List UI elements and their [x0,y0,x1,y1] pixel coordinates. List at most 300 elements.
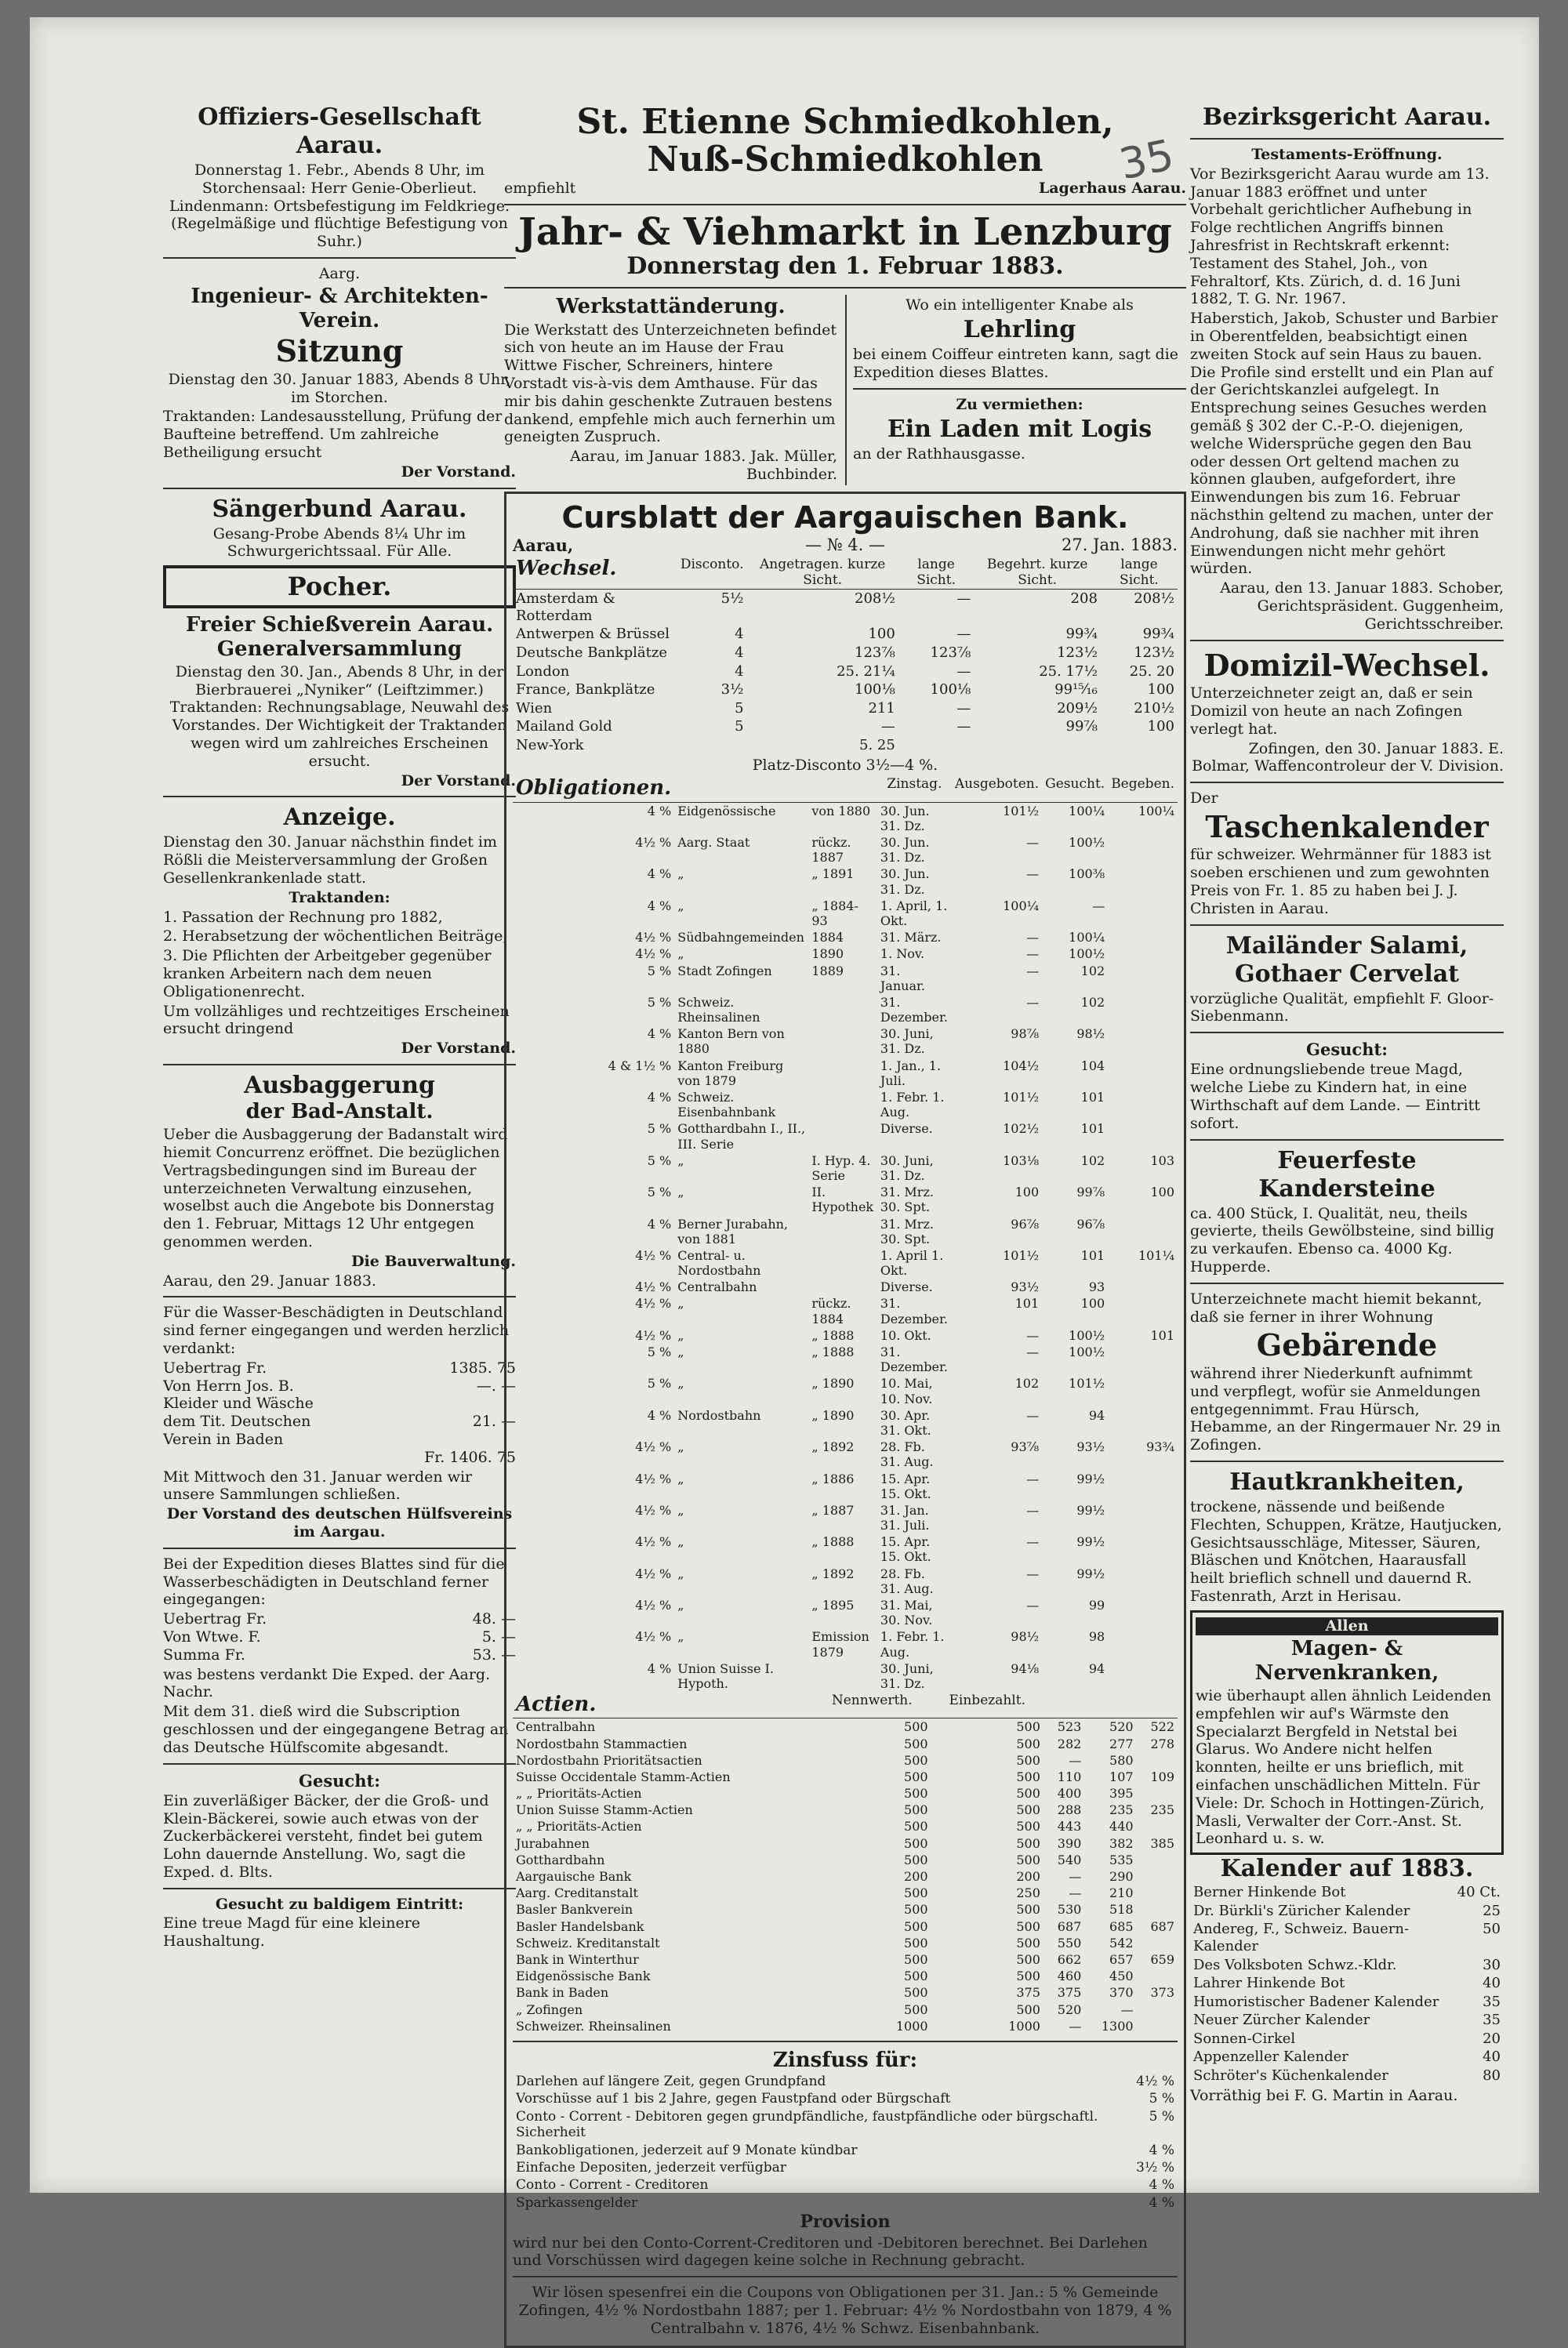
table-cell: 40 Ct. [1457,1884,1501,1901]
table-cell: 373 [1150,1985,1174,2001]
table-cell: 500 [1016,1852,1040,1867]
table-cell: 101½ [1003,803,1040,818]
table-cell: — [1069,2018,1082,2034]
table-cell: 4½ % [635,1327,672,1343]
table-cell [1108,898,1178,929]
table-cell: 4½ % [635,1471,672,1486]
table-cell: Antwerpen & Brüssel [516,626,670,643]
table-row [513,1120,1178,1152]
table-cell: 123⅞ [855,644,895,662]
table-cell: 1. Nov. [880,946,925,962]
column-header [1137,1692,1178,1718]
table-cell: 522 [1150,1719,1174,1735]
table-cell: 375 [1016,1985,1040,2001]
table-cell [808,1279,877,1295]
table-cell [1108,1660,1178,1692]
table-cell: 99¹⁵⁄₁₆ [1054,681,1098,699]
table-cell: 4 % [647,866,672,882]
table-cell: 30. Juni, 31. Dz. [880,1152,934,1183]
table-cell: 277 [1109,1736,1134,1751]
haberstich-text: Haberstich, Jakob, Schuster und Barbier in Oberentfelden, beabsichtigt einen zweiten Stock auf sein Haus zu bauen. Die Profile sind erstellt und ein Plan auf der Gerichtskanzlei aufgelegt. In Entsprechung seines Gesuches werden gemäß § 302 der C.-P.-O. diejenigen, welche Widersprüche gegen den Bau oder dessen Ort geltend machen zu können glauben, aufgefordert, ihre Einwendungen bis zum 16. Februar nächsthin geltend zu machen, unter der Androhung, daß sie nachher mit ihren Einwendungen nicht mehr gehört würden. [1190,310,1498,578]
table-cell: Schröter's Küchenkalender [1193,2067,1388,2085]
table-row [513,2108,1178,2142]
table-cell: Gotthardbahn [516,1852,605,1867]
table-cell: Humoristischer Badener Kalender [1193,1993,1439,2010]
table-cell: 500 [1016,1918,1040,1934]
table-cell [1108,1471,1178,1502]
list-item: dem Tit. Deutschen Verein in Baden 21. — [163,1413,516,1448]
table-row [513,834,1178,866]
table-cell [1108,945,1178,962]
table-cell: 5. 25 [859,737,895,754]
gebaerende-pre: Unterzeichnete macht hiemit bekannt, daß sie ferner in ihrer Wohnung [1190,1290,1483,1326]
table-row [1190,1993,1504,2012]
table-cell: 211 [868,699,895,717]
table-cell: 4 [735,644,744,662]
table-cell: 110 [1057,1769,1082,1784]
table-cell: — [1069,1885,1082,1901]
markt-date: Donnerstag den 1. Februar 1883. [626,252,1064,281]
laden-text: an der Rathhausgasse. [853,445,1025,463]
handwritten-page-number: 35 [1115,129,1178,190]
table-cell: Südbahngemeinden [677,930,804,945]
cursblatt-number: — № 4. — [805,535,885,555]
table-cell: 123½ [1057,644,1098,662]
table-cell: 4 % [1149,2142,1174,2158]
divider [504,204,1186,205]
table-cell: 685 [1109,1918,1134,1934]
table-cell: Diverse. [880,1121,933,1137]
table-cell: 100½ [1069,946,1105,962]
table-cell [1137,1935,1178,1951]
table-cell: 500 [1016,1951,1040,1967]
table-cell: 4½ % [635,1247,672,1263]
table-cell: 5 % [647,1345,672,1359]
table-cell [1108,994,1178,1025]
anzeige-item: 3. Die Pflichten der Arbeitgeber gegenüber kranken Arbeitern nach dem neuen Obligationenrecht. [163,947,492,1000]
gesucht-text: Eine ordnungsliebende treue Magd, welche Liebe zu Kindern hat, in eine Wirthschaft auf dem Lande. — Eintritt sofort. [1190,1061,1480,1132]
table-cell: 102 [1080,1152,1105,1168]
table-cell: 500 [904,1752,928,1768]
table-cell: 500 [904,1885,928,1901]
table-cell: 4 % [647,898,672,913]
provision-text: wird nur bei den Conto-Corrent-Creditoren und -Debitoren berechnet. Bei Darlehen und Vorschüssen wird dagegen keine solche in Rechnung gebracht. [513,2234,1148,2270]
table-cell: 4½ % [635,1566,672,1581]
table-cell: 99⅞ [1076,1185,1105,1200]
table-cell: 15. Apr. 15. Okt. [880,1471,931,1501]
table-row [1190,1883,1504,1902]
column-header: Begeben. [1108,775,1178,802]
gesucht2-title: Gesucht zu baldigem Eintritt: [215,1895,464,1913]
werkstatt-title: Werkstattänderung. [556,295,786,319]
table-row [513,2001,1178,2018]
table-cell: Conto - Corrent - Debitoren gegen grundpfändliche, faustpfändliche oder bürgschaftl. Sicherheit [516,2108,1098,2141]
table-cell: „ [677,866,684,882]
table-cell: 390 [1057,1835,1082,1851]
column-header: Begehrt. kurze Sicht. [974,556,1101,590]
table-cell: 3½ % [1136,2160,1174,2176]
table-row [513,1216,1178,1247]
table-row [513,1439,1178,1470]
table-row [513,1597,1178,1628]
table-cell: 210½ [1134,699,1174,717]
gesucht-title: Gesucht: [1306,1040,1388,1060]
table-cell: Gotthardbahn I., II., III. Serie [677,1121,806,1152]
divider [163,488,516,489]
table-row [513,1984,1178,2001]
table-cell: „ 1890 [811,1407,855,1423]
table-cell [808,994,877,1025]
table-cell: 500 [1016,1835,1040,1851]
kohlen-title-1: St. Etienne Schmiedkohlen, [576,102,1114,142]
table-row [513,2073,1178,2090]
table-cell: „ [677,1534,684,1550]
taschenkalender-pre: Der [1190,789,1218,807]
table-row [513,1375,1178,1406]
table-cell: 100½ [1069,1345,1105,1359]
table-cell: 101 [1080,1090,1105,1105]
divider [513,2276,1178,2277]
table-cell: 5 [735,718,744,735]
table-cell: — [956,626,971,643]
table-cell [1108,1120,1178,1152]
table-cell: 209½ [1057,699,1098,717]
table-cell [1137,2001,1178,2018]
table-cell: Berner Jurabahn, von 1881 [677,1216,789,1247]
testament-text: Vor Bezirksgericht Aarau wurde am 13. Januar 1883 eröffnet und unter Vorbehalt gerichtlicher Aufhebung in Folge rechtlichen Angriffs binnen Jahresfrist in Rechtskraft erkennt: Testament des Stahel, Joh., von Fehraltorf, Kts. Zürich, d. d. 16 Juni 1882, T. G. Nr. 1967. [1190,165,1490,308]
anzeige-item: 1. Passation der Rechnung pro 1882, [163,908,443,926]
table-cell: 94 [1088,1660,1105,1676]
table-cell: 4½ % [635,1439,672,1455]
table-cell: Basler Bankverein [516,1902,633,1918]
table-cell: 542 [1109,1935,1134,1951]
table-cell: 500 [904,1769,928,1784]
table-row [513,1628,1178,1660]
bezirksgericht-sig: Aarau, den 13. Januar 1883. Schober, Gerichtspräsident. Guggenheim, Gerichtsschreiber. [1220,579,1504,633]
column-header [674,775,808,802]
table-cell: 4 % [647,1407,672,1423]
column-header: Nennwerth. [813,1692,931,1718]
table-cell: 235 [1150,1802,1174,1818]
table-cell: „ Zofingen [516,2001,583,2017]
table-row [513,625,1178,644]
divider [504,287,1186,289]
table-row [513,1660,1178,1692]
table-cell: — [1026,994,1040,1010]
table-cell: 31. Jan. 31. Juli. [880,1502,930,1533]
right-column [1190,103,1504,2106]
table-cell: Eidgenössische [677,803,776,818]
table-cell: „ [677,1439,684,1455]
table-cell [1108,1089,1178,1120]
table-cell [1137,1885,1178,1901]
divider [1190,138,1504,140]
table-cell: 31. Mai, 30. Nov. [880,1598,933,1628]
table-cell: 40 [1483,1975,1501,1992]
divider [1190,1032,1504,1033]
subscription-text: Mit dem 31. dieß wird die Subscription geschlossen und der eingegangene Betrag an das Deutsche Hülfscomite abgesandt. [163,1703,509,1756]
sitzung-title: Sitzung [275,333,404,369]
table-cell: 28. Fb. 31. Aug. [880,1439,934,1470]
table-cell: 30. Jun. 31. Dz. [880,803,930,833]
table-row [513,945,1178,962]
table-row [1190,1974,1504,1993]
table-cell: 687 [1057,1918,1082,1934]
table-row [513,1025,1178,1057]
table-cell: Centralbahn [516,1719,596,1735]
table-cell: 101 [1080,1121,1105,1137]
table-cell: Jurabahnen [516,1835,590,1851]
table-cell: 4½ % [635,1502,672,1518]
table-cell: 500 [1016,1736,1040,1751]
table-row [513,963,1178,994]
table-cell: London [516,662,570,680]
table-cell: 101½ [1069,1376,1105,1392]
provision-title: Provision [800,2212,891,2233]
magen-ad [1190,1610,1504,1855]
table-cell: 500 [1016,1819,1040,1834]
divider [1190,782,1504,783]
table-cell: 101 [1014,1296,1040,1312]
table-cell: 93½ [1011,1279,1040,1295]
generalversammlung-text: Dienstag den 30. Jan., Abends 8 Uhr, in der Bierbrauerei „Nyniker“ (Leiftzimmer.) Traktanden: Rechnungsablage, Neuwahl des Vorstandes. Der Wichtigkeit der Traktanden wegen wird um zahlreiches Erscheinen ersucht. [169,662,510,770]
table-cell: 30. Jun. 31. Dz. [880,835,930,866]
table-cell: — [1026,1566,1040,1581]
table-cell: 20 [1483,2030,1501,2047]
table-cell [1108,866,1178,897]
table-cell: — [880,718,895,735]
table-cell: 10. Okt. [880,1327,931,1343]
table-cell: 100⅛ [930,681,971,699]
table-cell: — [1092,898,1105,913]
cursblatt-date: 27. Jan. 1883. [1061,535,1178,555]
table-cell: 100 [1014,1185,1040,1200]
table-cell: 4 % [647,1216,672,1232]
table-cell: 500 [904,1969,928,1984]
table-cell: 40 [1483,2049,1501,2066]
table-cell: Schweizer. Rheinsalinen [516,2018,671,2034]
table-cell: von 1880 [811,803,871,818]
kohlen-title-2: Nuß-Schmiedkohlen [647,140,1044,180]
divider [163,1888,516,1889]
table-row [1190,2067,1504,2085]
table-cell: 31. März. [880,930,942,945]
hautkrankheiten-text: trockene, nässende und beißende Flechten, Schuppen, Krätze, Hautjucken, Gesichtsausschläge, Mitesser, Säuren, Bläschen und Knötchen, Haarausfall heilt brieflich schnell und dauernd R. Fastenrath, Arzt in Herisau. [1190,1498,1502,1605]
table-cell: 1884 [811,930,844,945]
wasser-end: Mit Mittwoch den 31. Januar werden wir unsere Sammlungen schließen. [163,1468,473,1504]
table-cell [1137,1901,1178,1918]
column-header [1084,1692,1136,1718]
table-cell: 500 [1016,1969,1040,1984]
table-cell: 3½ [720,681,744,699]
table-cell: 520 [1109,1719,1134,1735]
magen-pre: Allen [1196,1617,1498,1635]
zinsfuss-title: Zinsfuss für: [772,2048,918,2072]
divider [1190,1283,1504,1284]
table-cell: 500 [1016,1752,1040,1768]
table-cell: 102 [1080,963,1105,978]
divider [163,796,516,797]
table-cell: 31. Mrz. 30. Spt. [880,1216,934,1247]
table-cell: Bank in Baden [516,1985,609,2001]
table-cell: I. Hyp. 4. Serie [811,1152,871,1183]
table-row [513,644,1178,662]
table-cell [1108,1344,1178,1375]
table-row [513,2142,1178,2159]
table-cell: 500 [904,1835,928,1851]
anzeige-vorstand: Der Vorstand. [401,1040,516,1058]
table-cell: 382 [1109,1835,1134,1851]
table-cell: „ [677,1376,684,1392]
table-cell: 25. 21¼ [837,662,895,680]
table-cell: 4 % [647,1026,672,1042]
table-cell: 98⅞ [1011,1026,1040,1042]
cursblatt-header [513,535,1178,555]
divider [853,388,1186,390]
table-row [513,1718,1178,1736]
table-row [513,1344,1178,1375]
table-cell [808,1025,877,1057]
table-cell: 101 [1080,1247,1105,1263]
table-cell: „ [677,1345,684,1359]
table-cell: „ [677,898,684,913]
salami-title: Mailänder Salami, [1225,931,1468,960]
table-cell: 100 [1080,1296,1105,1312]
column-header: Actien. [513,1692,813,1718]
table-cell: 96⅞ [1011,1216,1040,1232]
table-cell: 100 [1147,681,1174,699]
table-cell: Nordostbahn [677,1407,761,1423]
table-cell: 80 [1483,2067,1501,2085]
table-cell: „ [677,1566,684,1581]
newspaper-page [30,17,1539,2337]
table-cell [1108,1375,1178,1406]
table-cell: France, Bankplätze [516,681,655,699]
table-cell: „ 1886 [811,1471,855,1486]
table-row [513,1901,1178,1918]
table-cell: 10. Mai, 10. Nov. [880,1376,933,1406]
sitzung-text: Dienstag den 30. Januar 1883, Abends 8 Uhr, im Storchen. [168,370,511,406]
divider [513,2041,1178,2042]
table-row [513,590,1178,626]
table-cell: Mailand Gold [516,718,612,735]
table-cell: — [1026,1327,1040,1343]
table-cell: 100⅜ [1069,866,1105,882]
table-cell [1108,963,1178,994]
table-cell: 93 [1088,1279,1105,1295]
table-cell: 94⅛ [1011,1660,1040,1676]
table-row [513,1327,1178,1344]
table-cell: 31. Dezember. [880,1345,948,1375]
table-cell: — [956,718,971,735]
table-cell: 100¼ [1138,803,1174,818]
table-row [513,1868,1178,1885]
table-cell: 99⅞ [1065,718,1098,735]
lehrling-pre: Wo ein intelligenter Knabe als [906,296,1134,314]
table-cell: 4½ % [1136,2074,1174,2090]
table-cell [1137,1752,1178,1769]
table-row [513,1566,1178,1597]
anzeige-traktanden-label: Traktanden: [289,888,390,906]
table-row [513,1951,1178,1968]
table-cell: 4½ % [635,1598,672,1613]
table-cell: 657 [1109,1951,1134,1967]
table-cell [808,1247,877,1279]
table-cell: 210 [1109,1885,1134,1901]
table-cell: „ 1888 [811,1345,855,1359]
center-column [504,103,1186,2348]
table-cell: 1000 [1008,2018,1040,2034]
schiessverein-title: Freier Schießverein Aarau. [185,612,494,637]
table-row [513,2194,1178,2212]
table-row [513,994,1178,1025]
table-cell: 500 [1016,1902,1040,1918]
table-cell: Schweiz. Eisenbahnbank [677,1090,776,1120]
divider [1190,1461,1504,1462]
table-cell: Dr. Bürkli's Züricher Kalender [1193,1902,1410,1919]
table-cell: „ 1892 [811,1566,855,1581]
lehrling-title: Lehrling [963,316,1076,344]
table-cell: 5 % [647,963,672,978]
table-cell: Kanton Bern von 1880 [677,1026,785,1057]
table-row [513,736,1178,755]
table-row [513,2159,1178,2176]
table-row [513,1968,1178,1984]
table-cell [1108,1295,1178,1326]
table-cell: 100½ [1069,835,1105,850]
table-cell [808,1216,877,1247]
table-cell: „ [677,1598,684,1613]
bauverwaltung-date: Aarau, den 29. Januar 1883. [163,1272,376,1290]
table-cell: 1890 [811,946,844,962]
table-row [513,1279,1178,1295]
table-cell [1108,1628,1178,1660]
table-row [513,929,1178,945]
table-cell: New-York [516,737,584,754]
table-cell: Eidgenössische Bank [516,1969,651,1984]
divider [163,257,516,259]
lehrling-laden-ads [845,295,1186,484]
table-cell: 109 [1150,1769,1174,1784]
table-cell: Aarg. Creditanstalt [516,1885,638,1901]
table-cell: 4 % [1149,2194,1174,2211]
schiessverein-vorstand: Der Vorstand. [401,771,516,789]
table-cell: 4 % [647,803,672,818]
table-cell: 98½ [1011,1629,1040,1645]
table-cell [808,1120,877,1152]
table-cell: 500 [904,1951,928,1967]
table-row [513,2018,1178,2034]
table-cell: Conto - Corrent - Creditoren [516,2177,709,2194]
table-cell: 500 [904,1985,928,2001]
table-cell: — [956,590,971,608]
column-header: Disconto. [677,556,747,590]
table-cell: 4½ % [635,1279,672,1295]
table-cell: Bankobligationen, jederzeit auf 9 Monate kündbar [516,2142,858,2158]
divider [163,1064,516,1065]
divider [163,1548,516,1549]
table-cell: rückz. 1887 [811,835,851,866]
table-cell: 500 [1016,1769,1040,1784]
table-row [1190,1902,1504,1921]
domizil-sig: Zofingen, den 30. Januar 1883. E. Bolmar, Waffencontroleur der V. Division. [1192,739,1504,775]
table-cell: — [1026,946,1040,962]
table-cell [898,736,975,755]
table-cell: „ [677,1629,684,1645]
table-row [513,1502,1178,1533]
table-cell: 290 [1109,1869,1134,1884]
table-cell [1108,1533,1178,1565]
